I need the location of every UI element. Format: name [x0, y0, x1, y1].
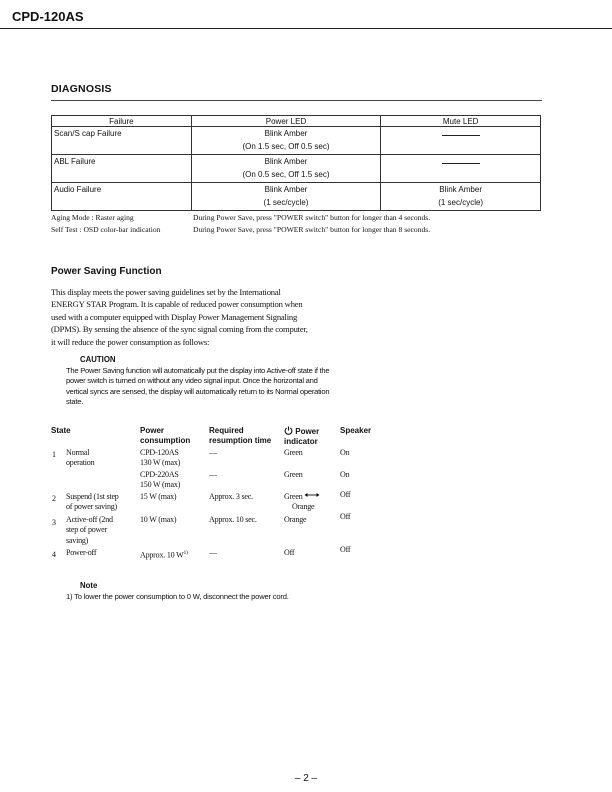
power-indicator-header — [284, 426, 319, 447]
power-led-timing: (On 0.5 sec, Off 1.5 sec) — [242, 169, 330, 179]
state-line: operation — [66, 458, 95, 468]
power-consumption — [140, 548, 188, 561]
caution-line: power switch is turned on without any video signal input. Once the horizontal and — [66, 376, 318, 386]
diagnosis-title: DIAGNOSIS — [51, 83, 112, 95]
state-line: Suspend (1st step — [66, 492, 119, 501]
state-header: State — [51, 426, 71, 435]
note-text: During Power Save, press "POWER switch" button for longer than 8 seconds. — [193, 225, 431, 234]
state-line: saving) — [66, 535, 89, 545]
state-name — [66, 448, 94, 469]
power-led-timing: (On 1.5 sec, Off 0.5 sec) — [242, 141, 330, 151]
power-indicator: Orange — [284, 515, 307, 524]
speaker-state: Off — [340, 490, 351, 499]
paragraph-line: it will reduce the power consumption as follows: — [51, 336, 210, 347]
mute-led-header: Mute LED — [381, 116, 541, 127]
header-line: Power — [295, 427, 320, 436]
resumption-time: — — [209, 470, 217, 479]
self-test-note — [51, 224, 430, 236]
power-indicator: Off — [284, 548, 295, 557]
footnote-marker: 1) — [183, 550, 188, 556]
header-line: Power — [140, 426, 165, 435]
power-line: CPD-220AS — [140, 470, 179, 479]
paragraph-line: used with a computer equipped with Display Power Management Signaling — [51, 311, 298, 322]
resumption-time-header — [209, 426, 271, 446]
power-consumption — [140, 448, 180, 469]
power-indicator: Green — [284, 448, 303, 457]
caution-line: vertical syncs are sensed, the display will automatically return to its Normal operation — [66, 386, 330, 396]
state-number: 1 — [52, 450, 56, 459]
note-label: Self Test : OSD color-bar indication — [51, 225, 161, 234]
speaker-state: On — [340, 470, 350, 479]
failure-cell: Audio Failure — [52, 183, 192, 211]
power-value: Approx. 10 W — [140, 550, 184, 560]
indicator-color: Orange — [292, 502, 315, 512]
power-led-header: Power LED — [191, 116, 381, 127]
state-line: of power saving) — [66, 502, 118, 512]
speaker-header: Speaker — [340, 426, 372, 435]
not-applicable-line — [442, 135, 480, 136]
power-consumption-header — [140, 426, 190, 446]
state-line: Active-off (2nd — [66, 515, 113, 524]
note-text: During Power Save, press "POWER switch" button for longer than 4 seconds. — [193, 213, 431, 222]
note-title: Note — [80, 581, 98, 590]
paragraph-line: (DPMS). By sensing the absence of the sync signal coming from the computer, — [51, 324, 308, 335]
mute-led-cell — [381, 127, 541, 155]
note-text: 1) To lower the power consumption to 0 W, disconnect the power cord. — [66, 592, 289, 601]
aging-mode-note — [51, 212, 430, 224]
header-line: resumption time — [209, 436, 272, 445]
power-indicator — [284, 492, 320, 513]
state-number: 3 — [52, 518, 56, 527]
state-line: Normal — [66, 448, 90, 457]
speaker-state: On — [340, 448, 350, 457]
resumption-time: — — [209, 448, 217, 457]
resumption-time: — — [209, 548, 217, 557]
indicator-color: Green — [284, 492, 303, 501]
table-row — [52, 183, 541, 211]
failure-table — [51, 115, 541, 211]
resumption-time: Approx. 10 sec. — [209, 515, 257, 524]
header-line: consumption — [140, 436, 191, 445]
not-applicable-line — [442, 163, 480, 164]
power-led-state: Blink Amber — [264, 157, 308, 166]
power-line: 150 W (max) — [140, 480, 181, 490]
power-led-state: Blink Amber — [264, 129, 308, 138]
table-row — [52, 155, 541, 183]
caution-line: The Power Saving function will automatically put the display into Active-off state if the — [66, 366, 330, 375]
power-line: CPD-120AS — [140, 448, 179, 457]
caution-title: CAUTION — [80, 355, 116, 364]
double-arrow-icon — [304, 492, 320, 498]
mute-led-state: Blink Amber — [439, 185, 482, 194]
paragraph-line: ENERGY STAR Program. It is capable of reduced power consumption when — [51, 299, 303, 310]
table-row — [52, 127, 541, 155]
state-name — [66, 492, 119, 513]
header-rule — [0, 28, 612, 29]
speaker-state: Off — [340, 512, 351, 521]
mute-led-timing: (1 sec/cycle) — [438, 197, 484, 207]
failure-cell: ABL Failure — [52, 155, 192, 183]
power-line: 130 W (max) — [140, 458, 181, 468]
note-label: Aging Mode : Raster aging — [51, 213, 134, 222]
power-consumption: 15 W (max) — [140, 492, 177, 501]
state-number: 4 — [52, 550, 56, 559]
state-number: 2 — [52, 494, 56, 503]
resumption-time: Approx. 3 sec. — [209, 492, 253, 501]
speaker-state: Off — [340, 545, 351, 554]
power-saving-paragraph — [51, 286, 373, 348]
state-line: step of power — [66, 525, 107, 535]
document-header: CPD-120AS — [12, 9, 84, 24]
state-name — [66, 515, 113, 546]
power-indicator: Green — [284, 470, 303, 479]
failure-table-header-row — [52, 116, 541, 127]
power-led-cell — [191, 183, 381, 211]
power-consumption — [140, 470, 180, 491]
power-saving-title: Power Saving Function — [51, 266, 162, 277]
state-name: Power-off — [66, 548, 97, 557]
power-led-timing: (1 sec/cycle) — [263, 197, 309, 207]
power-led-cell — [191, 127, 381, 155]
power-led-state: Blink Amber — [264, 185, 308, 194]
page-number: – 2 – — [294, 773, 318, 784]
caution-text — [66, 366, 376, 407]
power-icon — [284, 426, 293, 435]
caution-line: state. — [66, 396, 84, 406]
power-consumption: 10 W (max) — [140, 515, 177, 524]
failure-header: Failure — [52, 116, 192, 127]
failure-cell: Scan/S cap Failure — [52, 127, 192, 155]
diagnosis-rule — [51, 100, 542, 101]
header-line: Required — [209, 426, 244, 435]
paragraph-line: This display meets the power saving guidelines set by the International — [51, 287, 281, 297]
mute-led-cell — [381, 183, 541, 211]
mute-led-cell — [381, 155, 541, 183]
power-led-cell — [191, 155, 381, 183]
header-line: indicator — [284, 437, 318, 446]
